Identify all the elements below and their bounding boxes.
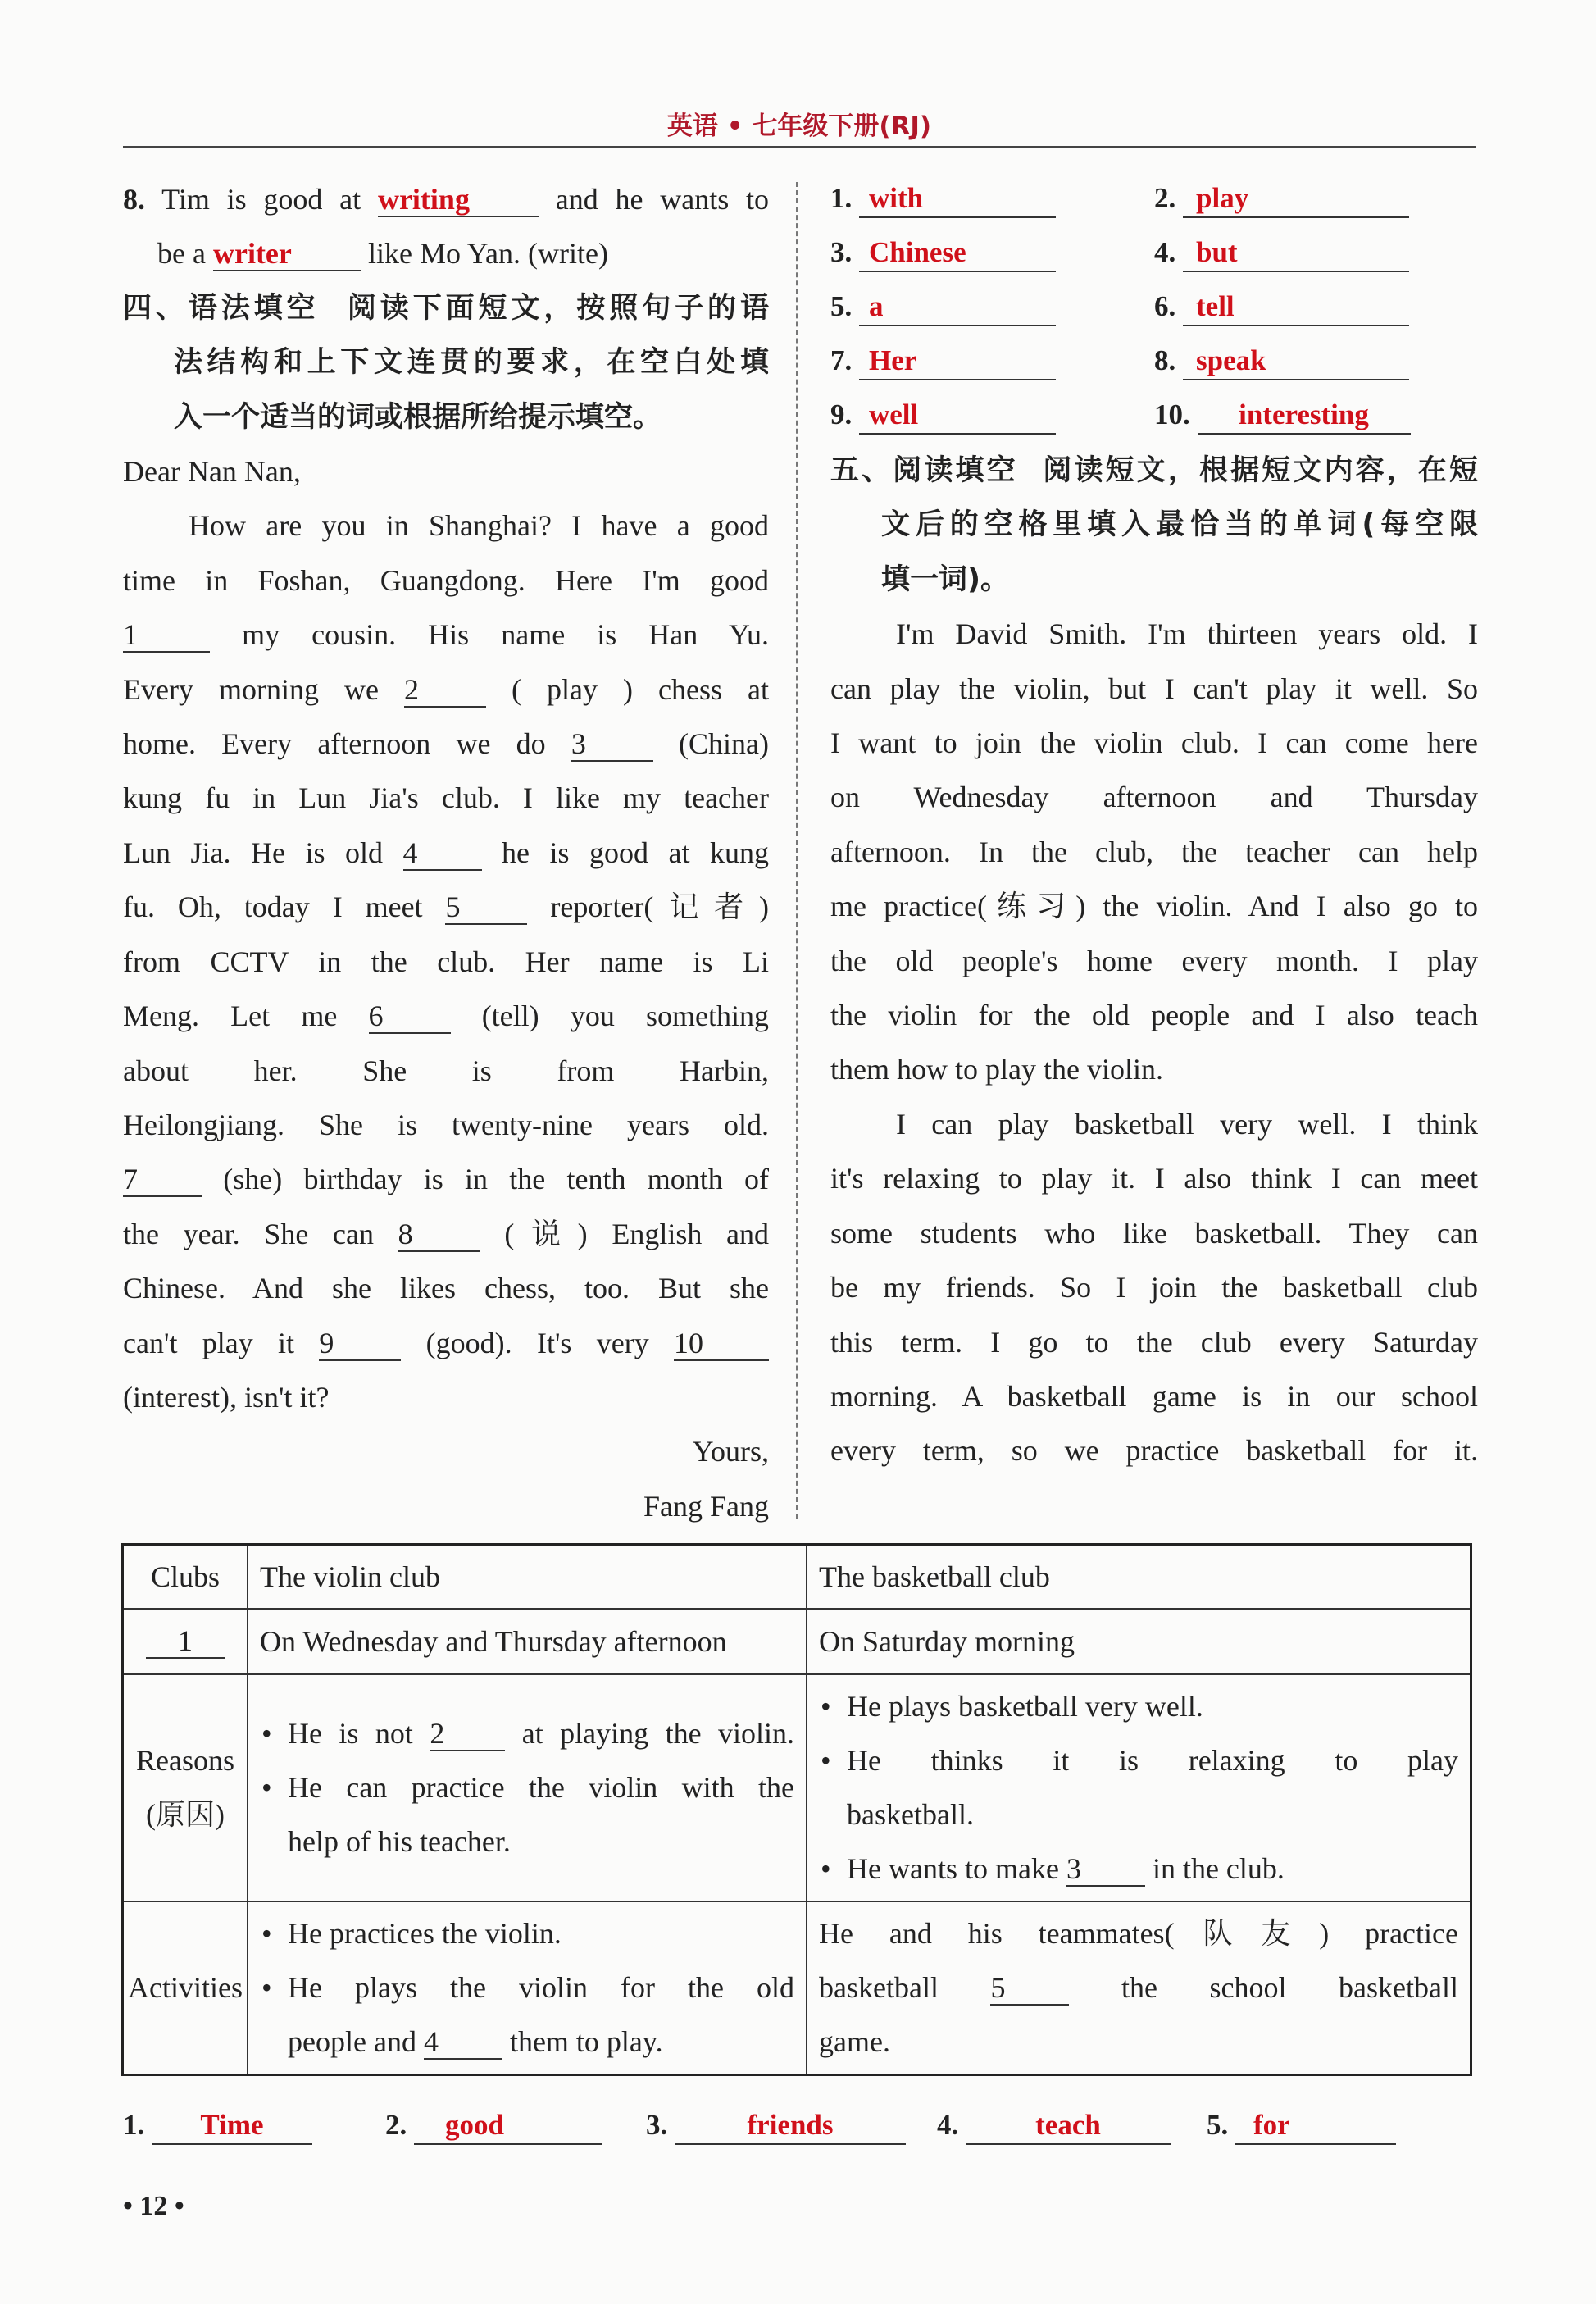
letter-line: (interest), isn't it? — [123, 1380, 330, 1414]
blank-number: 4 — [424, 2025, 502, 2060]
answer-blank: writing — [378, 183, 539, 217]
letter-signature: Fang Fang — [643, 1489, 769, 1523]
table-cell — [248, 1674, 807, 1901]
list-item — [260, 1706, 794, 1760]
cell-text: He can practice the violin with the — [288, 1771, 794, 1804]
letter-line: kung fu in Lun Jia's club. I like my teacher — [123, 781, 769, 815]
blank-number: 1 — [123, 618, 210, 653]
letter-line — [123, 989, 769, 1043]
answer-text: tell — [1183, 289, 1409, 326]
passage-line: be my friends. So I join the basketball club — [830, 1271, 1478, 1305]
letter-text: Meng. Let me — [123, 999, 338, 1033]
cell-text: He is not — [288, 1717, 413, 1750]
section-title: 四、语法填空 — [123, 291, 320, 325]
cell-text: basketball — [819, 1971, 939, 2005]
list-item: • He thinks it is relaxing to play — [819, 1733, 1458, 1787]
answer-item — [1154, 397, 1411, 435]
letter-line — [123, 608, 769, 662]
answer-number: 7. — [830, 344, 853, 376]
passage-line: can play the violin, but I can't play it well. So — [830, 672, 1478, 705]
list-item: • He plays basketball very well. — [819, 1679, 1458, 1733]
list-item — [260, 1760, 794, 1815]
letter-text: fu. Oh, today I meet — [123, 890, 423, 924]
answer-text: but — [1183, 234, 1409, 272]
blank-number: 4 — [403, 836, 482, 871]
section5-instruction: 文后的空格里填入最恰当的单词(每空限 — [881, 508, 1478, 542]
letter-line: time in Foshan, Guangdong. Here I'm good — [123, 563, 769, 597]
row-label: Reasons — [136, 1744, 234, 1777]
passage-line: the old people's home every month. I play — [830, 944, 1478, 977]
passage-line: I can play basketball very well. I think — [896, 1107, 1478, 1141]
answer-number: 1. — [123, 2109, 145, 2141]
blank-number: 10 — [674, 1327, 769, 1361]
header-title: 英语 • 七年级下册(RJ) — [666, 112, 932, 141]
blank-number: 5 — [445, 890, 527, 925]
blank-number: 2 — [404, 673, 486, 708]
answer-text: speak — [1183, 343, 1409, 380]
letter-text: reporter(记者) — [550, 890, 770, 924]
section4-heading — [123, 281, 769, 335]
answer-number: 3. — [830, 236, 853, 268]
letter-line — [123, 1207, 769, 1261]
letter-text: (tell) you something — [481, 999, 770, 1033]
cell-text: people and — [288, 2025, 416, 2059]
list-item-cont: help of his teacher. — [288, 1825, 511, 1858]
passage-line: I'm David Smith. I'm thirteen years old. I — [896, 617, 1478, 651]
letter-text: (good). It's very — [425, 1326, 649, 1359]
answer-text: Time — [152, 2107, 312, 2145]
q8-text: Tim is good at — [161, 183, 361, 216]
answer-item — [1154, 289, 1409, 326]
table-cell — [807, 1674, 1471, 1901]
list-item — [819, 1842, 1458, 1896]
letter-text: he is good at kung — [502, 836, 769, 869]
cell-text: at playing the violin. — [521, 1717, 795, 1750]
letter-closing: Yours, — [692, 1435, 769, 1468]
q8-text: be a — [157, 237, 206, 271]
cell-line: game. — [819, 2025, 890, 2059]
letter-line: Chinese. And she likes chess, too. But she — [123, 1272, 769, 1305]
answer-number: 10. — [1154, 398, 1190, 430]
table-cell: Activities — [123, 1901, 248, 2075]
table-row — [123, 1674, 1471, 1901]
answer-item — [937, 2107, 1171, 2145]
answer-text: friends — [675, 2107, 906, 2145]
section5-heading — [830, 444, 1478, 498]
letter-line: about her. She is from Harbin, — [123, 1054, 769, 1087]
letter-line — [123, 1152, 769, 1206]
q8-text: and he wants to — [555, 183, 769, 216]
cell-text: them to play. — [509, 2025, 663, 2059]
table-cell — [123, 1674, 248, 1901]
left-column — [123, 172, 769, 1533]
passage-line: every term, so we practice basketball for it. — [830, 1434, 1478, 1468]
passage-line: I want to join the violin club. I can come here — [830, 726, 1478, 760]
letter-line — [123, 1316, 769, 1370]
letter-line — [123, 826, 769, 880]
list-item: • He practices the violin. — [260, 1906, 794, 1960]
blank-number: 6 — [369, 999, 451, 1034]
passage-line: on Wednesday afternoon and Thursday — [830, 781, 1478, 814]
answer-number: 4. — [937, 2109, 959, 2141]
q8-line2 — [123, 226, 769, 280]
answer-text: with — [859, 180, 1056, 218]
answer-item — [830, 180, 1056, 218]
blank-number: 3 — [1066, 1852, 1145, 1887]
table-row — [123, 1901, 1471, 2075]
passage-line: afternoon. In the club, the teacher can help — [830, 835, 1478, 868]
passage-line: them how to play the violin. — [830, 1053, 1163, 1086]
section5-instruction: 填一词)。 — [881, 562, 1009, 596]
table-cell: On Saturday morning — [807, 1609, 1471, 1674]
section-title: 五、阅读填空 — [830, 454, 1018, 487]
q8-number: 8. — [123, 183, 145, 216]
cell-text: in the club. — [1152, 1852, 1285, 1885]
table-row — [123, 1609, 1471, 1674]
answer-item — [1154, 180, 1409, 218]
answer-item — [830, 397, 1056, 435]
blank-number: 7 — [123, 1163, 202, 1197]
letter-text: (说) English and — [504, 1217, 770, 1250]
table-cell: The basketball club — [807, 1545, 1471, 1609]
answer-number: 9. — [830, 398, 853, 430]
answer-text: play — [1183, 180, 1409, 218]
letter-line — [123, 663, 769, 717]
answer-item — [646, 2107, 906, 2145]
blank-number: 9 — [319, 1327, 401, 1361]
column-divider — [796, 182, 798, 1519]
letter-text: (China) — [679, 727, 770, 761]
answer-item — [1154, 234, 1409, 272]
table-cell: The violin club — [248, 1545, 807, 1609]
right-column — [830, 444, 1478, 1478]
q8-line1 — [123, 172, 769, 226]
letter-text: Every morning we — [123, 672, 379, 706]
answer-number: 5. — [1207, 2109, 1229, 2141]
answer-text: a — [859, 289, 1056, 326]
passage-line: some students who like basketball. They can — [830, 1216, 1478, 1250]
letter-line: from CCTV in the club. Her name is Li — [123, 945, 769, 978]
answer-number: 3. — [646, 2109, 668, 2141]
passage-line: morning. A basketball game is in our school — [830, 1379, 1478, 1413]
table-cell — [807, 1901, 1471, 2075]
header-divider — [123, 146, 1476, 148]
answer-number: 8. — [1154, 344, 1176, 376]
answer-number: 5. — [830, 290, 853, 322]
section-instruction: 阅读短文，根据短文内容，在短 — [1043, 454, 1478, 487]
blank-number: 8 — [398, 1218, 480, 1252]
blank-number: 2 — [430, 1717, 505, 1751]
blank-number: 1 — [146, 1624, 225, 1659]
list-item-cont — [260, 2015, 794, 2069]
answer-text: well — [859, 397, 1056, 435]
table-cell: On Wednesday and Thursday afternoon — [248, 1609, 807, 1674]
cell-text: the school basketball — [1121, 1971, 1458, 2005]
answer-text: good — [414, 2107, 602, 2145]
passage-line: me practice(练习) the violin. And I also go to — [830, 890, 1478, 923]
passage-line: it's relaxing to play it. I also think I can meet — [830, 1162, 1478, 1195]
section-instruction: 阅读下面短文，按照句子的语 — [347, 291, 769, 325]
cell-text: He wants to make — [847, 1852, 1059, 1885]
answer-item — [1154, 343, 1409, 380]
answer-item — [830, 289, 1056, 326]
cell-line: He and his teammates(队友) practice — [819, 1917, 1458, 1951]
answer-item — [385, 2107, 602, 2145]
answer-item — [123, 2107, 312, 2145]
cell-line — [819, 1960, 1458, 2015]
section4-instruction: 法结构和上下文连贯的要求，在空白处填 — [174, 346, 769, 380]
passage-line: this term. I go to the club every Saturday — [830, 1325, 1478, 1359]
answer-number: 6. — [1154, 290, 1176, 322]
answer-text: Chinese — [859, 234, 1056, 272]
answer-text: Her — [859, 343, 1056, 380]
list-item-cont: basketball. — [847, 1798, 974, 1831]
answer-number: 2. — [385, 2109, 407, 2141]
answer-number: 2. — [1154, 182, 1176, 214]
table-cell: Clubs — [123, 1545, 248, 1609]
answer-number: 4. — [1154, 236, 1176, 268]
letter-line — [123, 717, 769, 771]
answer-item — [830, 343, 1056, 380]
q8-text: like Mo Yan. — [367, 237, 521, 271]
q8-hint: (write) — [528, 237, 608, 271]
answer-blank: writer — [213, 237, 361, 271]
row-label-cn: (原因) — [146, 1798, 225, 1831]
letter-text: can't play it — [123, 1326, 295, 1359]
table-cell — [123, 1609, 248, 1674]
list-item: • He plays the violin for the old — [260, 1960, 794, 2015]
letter-text: the year. She can — [123, 1217, 374, 1250]
clubs-table — [121, 1543, 1472, 2076]
blank-number: 5 — [990, 1971, 1069, 2006]
letter-text: my cousin. His name is Han Yu. — [242, 618, 770, 652]
letter-greeting: Dear Nan Nan, — [123, 455, 301, 489]
answer-item — [830, 234, 1056, 272]
letter-line: How are you in Shanghai? I have a good — [189, 509, 769, 543]
answer-number: 1. — [830, 182, 853, 214]
passage-line: the violin for the old people and I also teach — [830, 999, 1478, 1032]
answer-text: teach — [966, 2107, 1171, 2145]
letter-text: ( play ) chess at — [512, 672, 770, 706]
answer-text: interesting — [1198, 397, 1411, 435]
letter-text: home. Every afternoon we do — [123, 727, 546, 761]
blank-number: 3 — [571, 727, 653, 762]
letter-text: Lun Jia. He is old — [123, 836, 383, 869]
table-row — [123, 1545, 1471, 1609]
letter-line — [123, 880, 769, 934]
page-number: • 12 • — [123, 2191, 184, 2221]
answer-text: for — [1235, 2107, 1396, 2145]
letter-text: (she) birthday is in the tenth month of — [223, 1163, 770, 1196]
section4-instruction: 入一个适当的词或根据所给提示填空。 — [174, 400, 662, 434]
answer-item — [1207, 2107, 1396, 2145]
letter-line: Heilongjiang. She is twenty-nine years old. — [123, 1108, 769, 1141]
table-cell — [248, 1901, 807, 2075]
